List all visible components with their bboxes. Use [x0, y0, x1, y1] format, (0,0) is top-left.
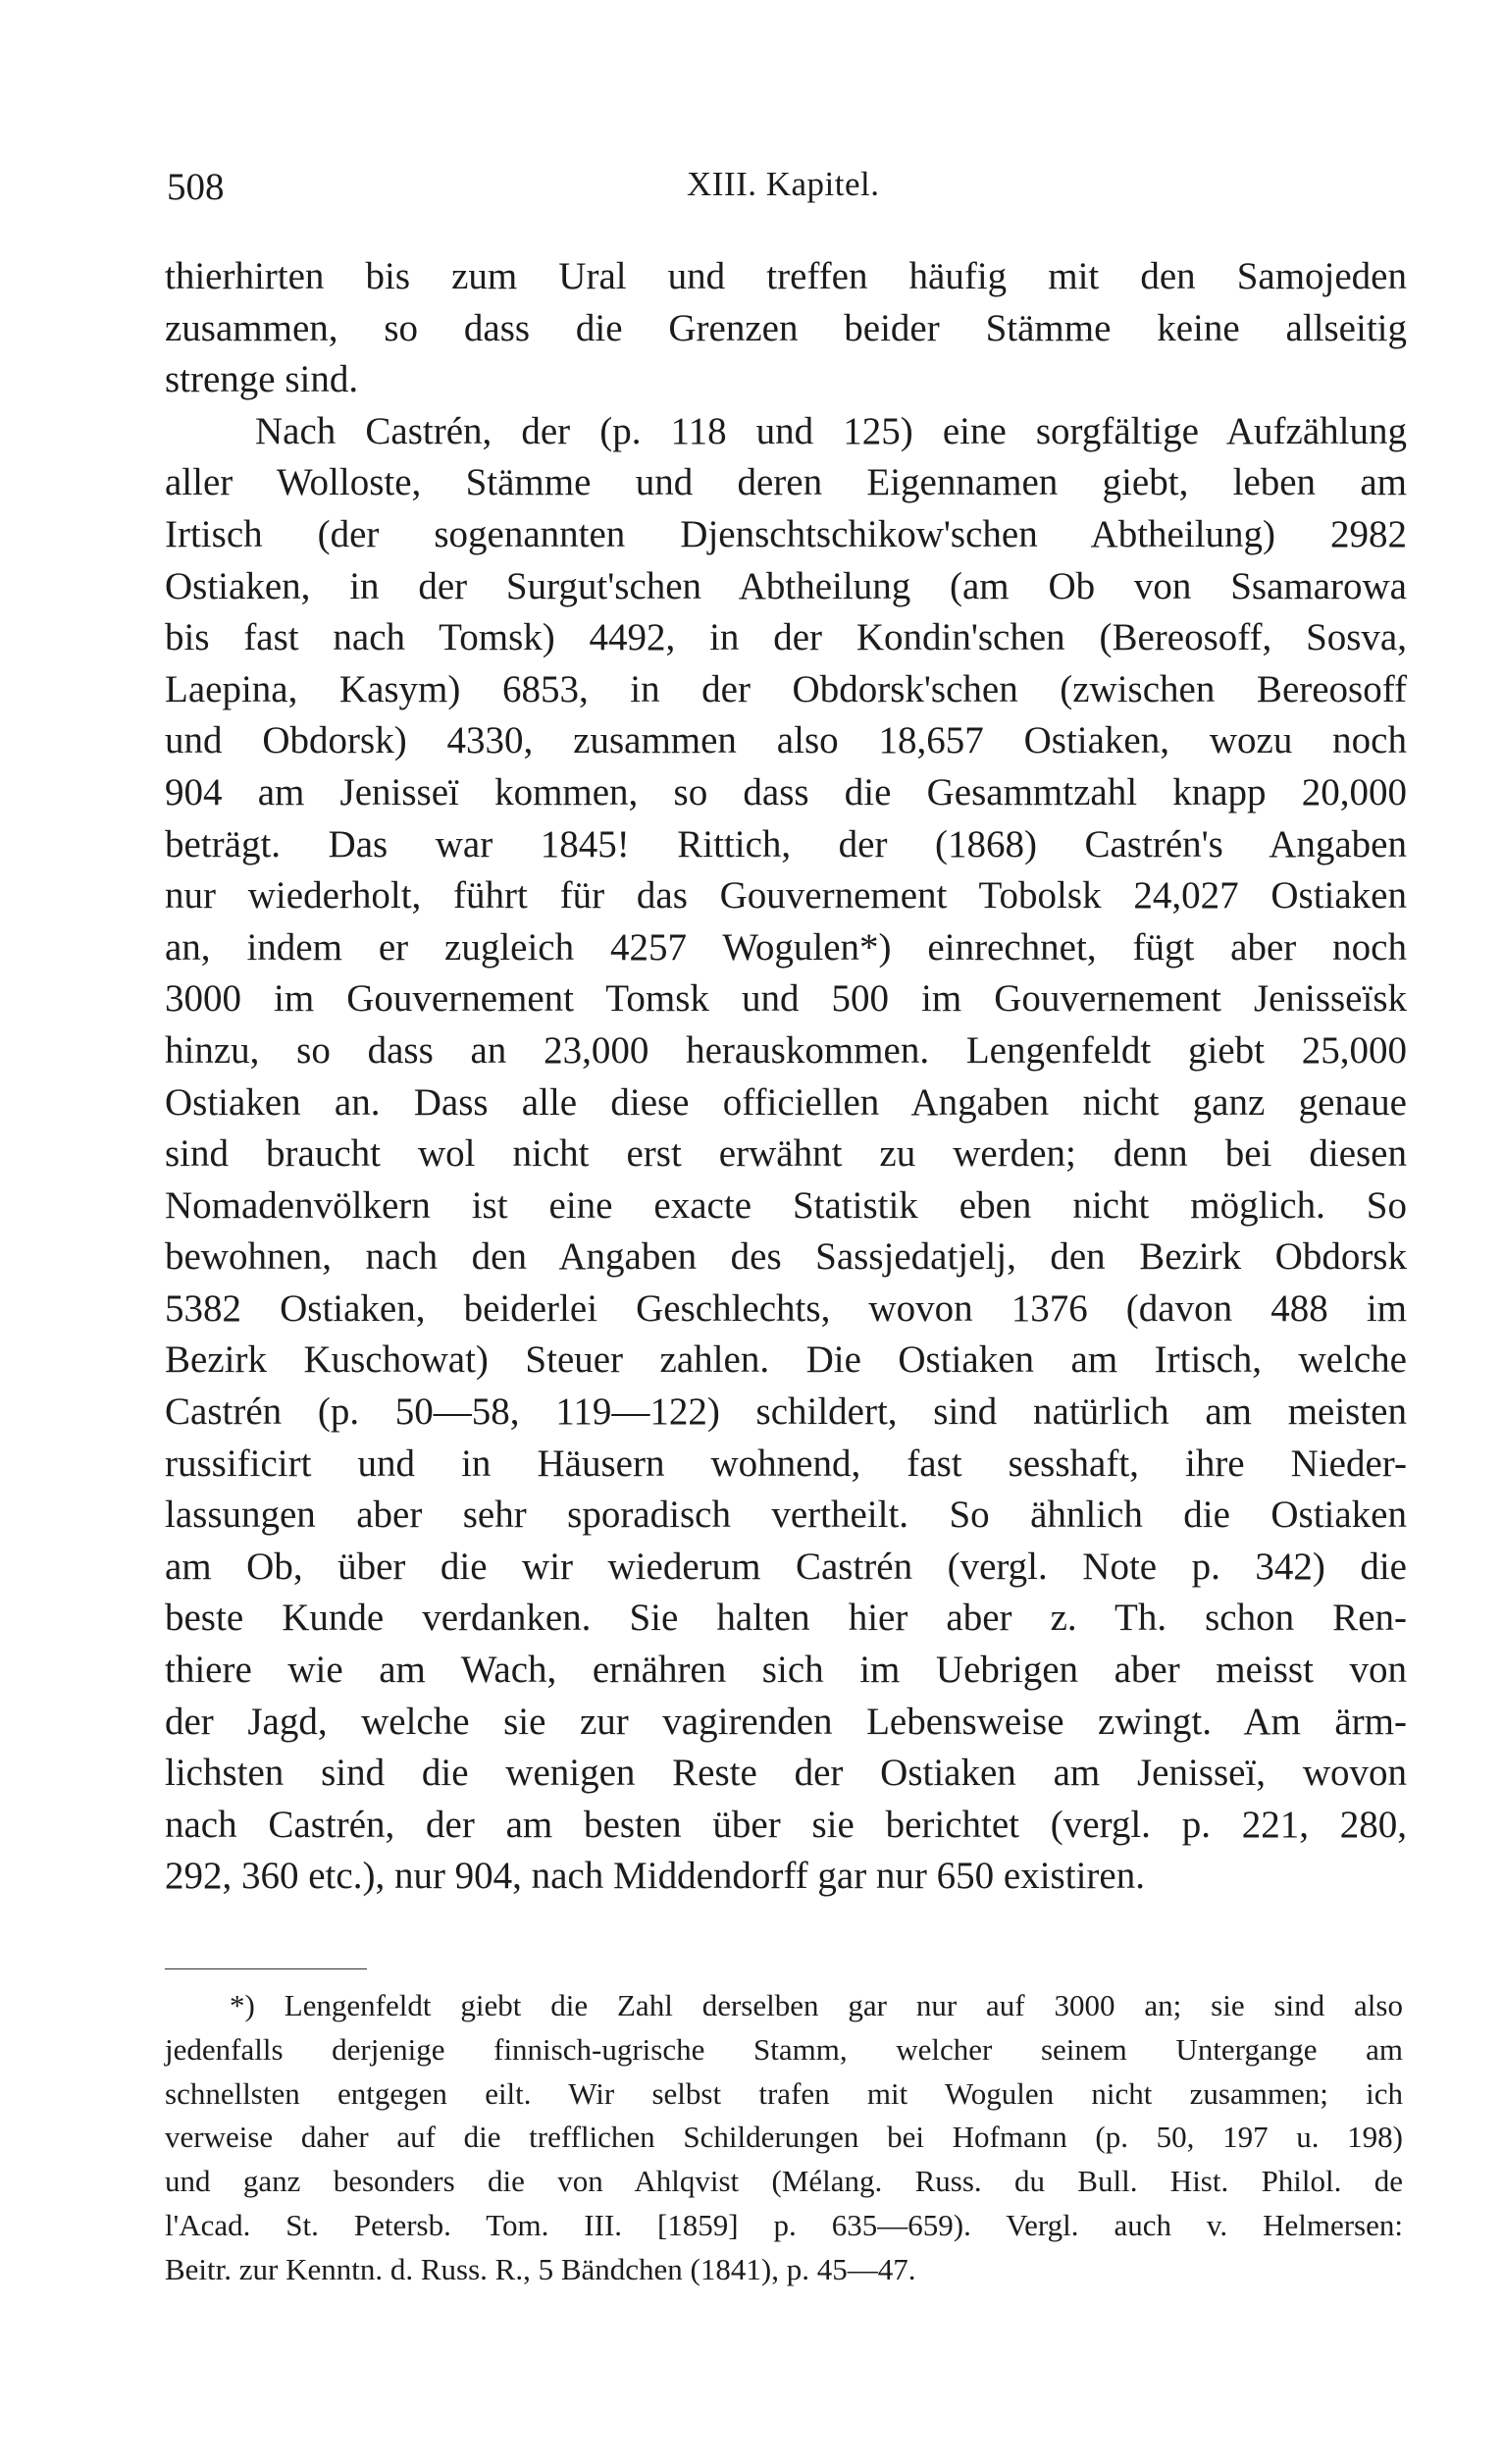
footnote-line: schnellsten entgegen eilt. Wir selbst trafen mit Wogulen nicht zusammen; ich [165, 2075, 1403, 2111]
body-line: aller Wolloste, Stämme und deren Eigennamen giebt, leben am [165, 461, 1407, 504]
body-line: nur wiederholt, führt für das Gouvernement Tobolsk 24,027 Ostiaken [165, 874, 1407, 917]
footnote-rule [165, 1968, 367, 1969]
body-line: Nomadenvölkern ist eine exacte Statistik eben nicht möglich. So [165, 1183, 1407, 1227]
body-line: thiere wie am Wach, ernähren sich im Uebrigen aber meisst von [165, 1649, 1407, 1692]
body-line: Nach Castrén, der (p. 118 und 125) eine sorgfältige Aufzählung [255, 409, 1407, 452]
body-line: beste Kunde verdanken. Sie halten hier aber z. Th. schon Ren- [165, 1597, 1407, 1640]
body-line: zusammen, so dass die Grenzen beider Stämme keine allseitig [165, 306, 1407, 349]
footnote-line: verweise daher auf die trefflichen Schilderungen bei Hofmann (p. 50, 197 u. 198) [165, 2120, 1403, 2155]
body-line: Castrén (p. 50—58, 119—122) schildert, sind natürlich am meisten [165, 1390, 1407, 1434]
body-line: thierhirten bis zum Ural und treffen häufig mit den Samojeden [165, 255, 1407, 297]
footnote-line: l'Acad. St. Petersb. Tom. III. [1859] p. 635—659). Vergl. auch v. Helmersen: [165, 2207, 1403, 2242]
page-header [167, 165, 1405, 214]
body-line: Irtisch (der sogenannten Djenschtschikow'schen Abtheilung) 2982 [165, 512, 1407, 555]
body-line: lassungen aber sehr sporadisch vertheilt. So ähnlich die Ostiaken [165, 1494, 1407, 1537]
body-line: der Jagd, welche sie zur vagirenden Lebensweise zwingt. Am ärm- [165, 1700, 1407, 1743]
body-line: und Obdorsk) 4330, zusammen also 18,657 Ostiaken, wozu noch [165, 719, 1407, 762]
footnotes [165, 1984, 1403, 2292]
body-line: lichsten sind die wenigen Reste der Ostiaken am Jenisseï, wovon [165, 1752, 1407, 1795]
body-line: 5382 Ostiaken, beiderlei Geschlechts, wovon 1376 (davon 488 im [165, 1286, 1407, 1330]
footnote-line: Beitr. zur Kenntn. d. Russ. R., 5 Bändchen (1841), p. 45—47. [165, 2251, 916, 2286]
body-line: bis fast nach Tomsk) 4492, in der Kondin'schen (Bereosoff, Sosva, [165, 616, 1407, 659]
page-number: 508 [167, 166, 225, 208]
body-line: strenge sind. [165, 358, 359, 401]
body-line: nach Castrén, der am besten über sie berichtet (vergl. p. 221, 280, [165, 1803, 1407, 1846]
body-line: bewohnen, nach den Angaben des Sassjedatjelj, den Bezirk Obdorsk [165, 1235, 1407, 1279]
footnote-line: *) Lengenfeldt giebt die Zahl derselben gar nur auf 3000 an; sie sind also [230, 1988, 1403, 2022]
body-line: am Ob, über die wir wiederum Castrén (vergl. Note p. 342) die [165, 1545, 1407, 1588]
body-line: russificirt und in Häusern wohnend, fast sesshaft, ihre Nieder- [165, 1442, 1407, 1485]
body-line: Ostiaken, in der Surgut'schen Abtheilung (am Ob von Ssamarowa [165, 564, 1407, 607]
body-line: Bezirk Kuschowat) Steuer zahlen. Die Ostiaken am Irtisch, welche [165, 1338, 1407, 1382]
body-line: 292, 360 etc.), nur 904, nach Middendorff gar nur 650 existiren. [165, 1855, 1145, 1898]
body-line: 3000 im Gouvernement Tomsk und 500 im Gouvernement Jenisseïsk [165, 977, 1407, 1021]
body-line: 904 am Jenisseï kommen, so dass die Gesammtzahl knapp 20,000 [165, 770, 1407, 813]
footnote-line: und ganz besonders die von Ahlqvist (Mélang. Russ. du Bull. Hist. Philol. de [165, 2164, 1403, 2199]
body-line: Laepina, Kasym) 6853, in der Obdorsk'schen (zwischen Bereosoff [165, 667, 1407, 710]
body-line: sind braucht wol nicht erst erwähnt zu werden; denn bei diesen [165, 1132, 1407, 1176]
body-line: beträgt. Das war 1845! Rittich, der (1868) Castrén's Angaben [165, 822, 1407, 865]
running-head: XIII. Kapitel. [687, 165, 880, 203]
body-line: an, indem er zugleich 4257 Wogulen*) einrechnet, fügt aber noch [165, 925, 1407, 969]
body-line: hinzu, so dass an 23,000 herauskommen. Lengenfeldt giebt 25,000 [165, 1028, 1407, 1072]
footnote-line: jedenfalls derjenige finnisch-ugrische Stamm, welcher seinem Untergange am [165, 2031, 1403, 2067]
body-text [165, 251, 1407, 1903]
body-line: Ostiaken an. Dass alle diese officiellen Angaben nicht ganz genaue [165, 1080, 1407, 1124]
